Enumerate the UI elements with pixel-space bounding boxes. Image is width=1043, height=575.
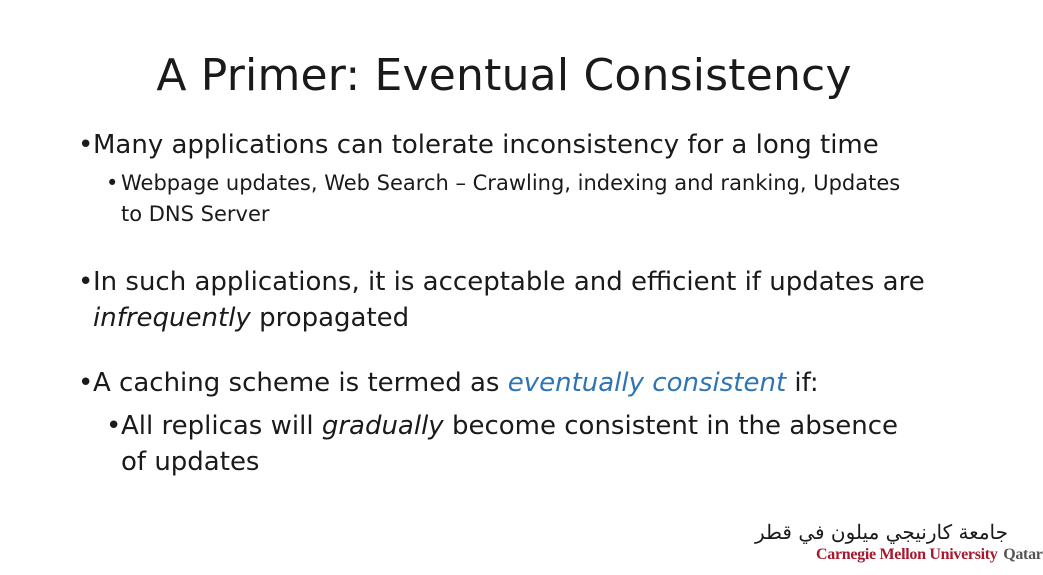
bullet-2-text-after: propagated — [250, 303, 410, 333]
bullet-3-text — [78, 368, 819, 398]
logo-campus-name: Qatar — [1003, 546, 1043, 563]
bullet-2-text-before: In such applications, it is acceptable and efficient if updates are — [93, 267, 925, 297]
cmu-qatar-logo — [754, 520, 1043, 568]
bullet-2-emphasis: infrequently — [93, 303, 251, 333]
bullet-3-sub-text — [106, 408, 926, 480]
bullet-3-sub-text-after: become consistent in the absence of updates — [121, 411, 899, 477]
bullet-3-sub-emphasis: gradually — [321, 411, 444, 441]
bullet-2-text — [78, 264, 958, 336]
bullet-marker: • — [78, 130, 94, 160]
bullet-marker: • — [78, 368, 94, 398]
bullet-3-sub-text-before: All replicas will — [121, 411, 322, 441]
bullet-marker: • — [78, 267, 94, 297]
bullet-3 — [78, 365, 958, 401]
bullet-1-sub — [106, 168, 926, 230]
bullet-1 — [78, 127, 958, 163]
slide-title: A Primer: Eventual Consistency — [156, 50, 852, 101]
bullet-2 — [78, 264, 958, 336]
bullet-3-text-after: if: — [786, 368, 819, 398]
bullet-1-text: Many applications can tolerate inconsistency for a long time — [93, 130, 879, 160]
bullet-3-sub — [106, 408, 926, 480]
bullet-1-sub-text: Webpage updates, Web Search – Crawling, indexing and ranking, Updates to DNS Server — [121, 171, 901, 226]
logo-university-name: Carnegie Mellon University — [816, 546, 998, 563]
logo-arabic-text: جامعة كارنيجي ميلون في قطر — [754, 520, 1008, 544]
logo-english-text — [816, 546, 1043, 564]
bullet-3-accent-term: eventually consistent — [507, 368, 787, 398]
bullet-marker: • — [106, 411, 122, 441]
bullet-marker: • — [106, 171, 119, 195]
bullet-3-text-before: A caching scheme is termed as — [93, 368, 508, 398]
